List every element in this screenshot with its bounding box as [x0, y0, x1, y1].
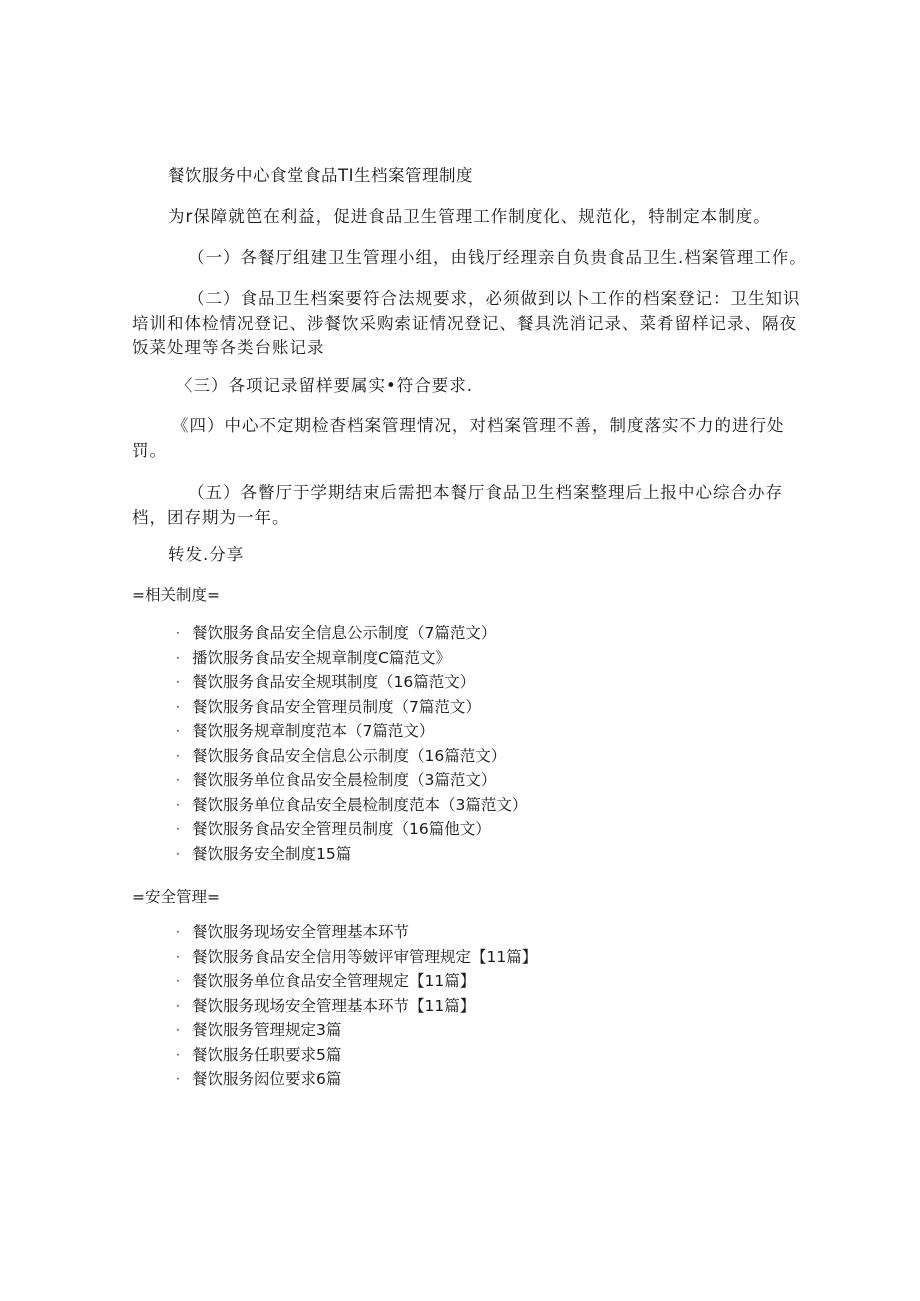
bullet-icon: · [176, 1047, 180, 1062]
related-item-label: 餐饮服务食品安全管理员制度（7篇范文） [192, 697, 481, 716]
bullet-icon: · [176, 675, 180, 689]
document-title: 餐饮服务中心食堂食品TI生档案管理制度 [168, 166, 473, 185]
bullet-icon: · [176, 724, 180, 738]
safety-heading: =安全管理= [132, 888, 220, 906]
safety-item[interactable] [176, 1067, 537, 1092]
related-item[interactable] [176, 793, 527, 818]
related-item[interactable] [176, 670, 527, 695]
related-list [176, 621, 527, 866]
related-item-label: 餐饮服务食品安全信息公示制度（7篇范文） [192, 624, 497, 642]
clause-4-line-2: 罚。 [132, 441, 167, 460]
safety-item-label: 餐饮服务现场安全管理基本环节【11篇】 [192, 996, 476, 1015]
clause-2-line-3: 饭菜处理等各类台账记录 [132, 338, 325, 357]
safety-item[interactable] [176, 969, 537, 994]
related-item[interactable] [176, 646, 527, 671]
related-item-label: 餐饮服务安全制度15篇 [192, 844, 352, 863]
intro-paragraph: 为r保障就笆在利益，促进食品卫生管理工作制度化、规范化，特制定本制度。 [168, 207, 771, 226]
clause-5-line-2: 档，团存期为一年。 [132, 508, 290, 527]
related-item-label: 餐饮服务规章制度范本（7篇范文） [192, 722, 435, 740]
bullet-icon: · [176, 626, 180, 640]
safety-item[interactable] [176, 920, 537, 945]
safety-item[interactable] [176, 1043, 537, 1068]
related-heading: =相关制度= [132, 586, 220, 604]
bullet-icon: · [176, 822, 180, 836]
bullet-icon: · [176, 797, 180, 812]
related-item-label: 餐饮服务食品安全管理员制度（16篇他文） [192, 820, 491, 838]
share-link[interactable]: 转发.分享 [168, 545, 245, 564]
clause-1: （一）各餐厅组建卫生管理小组，由钱厅经理亲自负贵食品卫生.档案管理工作。 [188, 248, 807, 267]
bullet-icon: · [176, 1072, 180, 1086]
safety-item-label: 餐饮服务现场安全管理基本环节 [192, 923, 410, 941]
related-item[interactable] [176, 842, 527, 867]
safety-item-label: 餐饮服务单位食品安全管理规定【11篇】 [192, 972, 476, 990]
related-item-label: 餐饮服务食品安全规琪制度（16篇范文） [192, 673, 476, 691]
clause-2-line-2: 培训和体检情况登记、涉餐饮采购索证情况登记、餐具洗消记录、菜肴留样记录、隔夜 [132, 314, 797, 333]
bullet-icon: · [176, 974, 180, 988]
safety-item-label: 餐饮服务食品安全信用等皴评审管理规定【11篇】 [192, 947, 538, 966]
bullet-icon: · [176, 773, 180, 787]
safety-list [176, 920, 537, 1092]
related-item-label: 餐饮服务单位食品安全晨检制度范本（3篇范文） [192, 795, 528, 814]
safety-item[interactable] [176, 1018, 537, 1043]
related-item[interactable] [176, 719, 527, 744]
safety-item[interactable] [176, 945, 537, 970]
related-item-label: 播饮服务食品安全规章制度C篇范文》 [192, 648, 451, 667]
bullet-icon: · [176, 846, 180, 861]
bullet-icon: · [176, 949, 180, 964]
bullet-icon: · [176, 650, 180, 665]
safety-item[interactable] [176, 994, 537, 1019]
bullet-icon: · [176, 699, 180, 714]
related-item[interactable] [176, 817, 527, 842]
related-item[interactable] [176, 744, 527, 769]
clause-4-line-1: 《四）中心不定期检杳档案管理情况，对档案管理不善，制度落实不力的进行处 [172, 416, 785, 435]
bullet-icon: · [176, 998, 180, 1013]
related-item-label: 餐饮服务食品安全信息公示制度（16篇范文） [192, 746, 507, 765]
clause-5-line-1: （五）各瞥厅于学期结束后需把本餐厅食品卫生档案整理后上报中心综合办存 [188, 483, 783, 502]
related-item[interactable] [176, 621, 527, 646]
related-item[interactable] [176, 768, 527, 793]
related-item-label: 餐饮服务单位食品安全晨检制度（3篇范文） [192, 771, 497, 789]
bullet-icon: · [176, 748, 180, 763]
clause-2-line-1: （二）食品卫生档案要符合法规要求，必须做到以卜工作的档案登记：卫生知识 [188, 289, 801, 308]
clause-3: 〈三）各项记录留样要属实•符合要求. [176, 376, 473, 395]
safety-item-label: 餐饮服务管理规定3篇 [192, 1021, 342, 1039]
related-item[interactable] [176, 695, 527, 720]
bullet-icon: · [176, 925, 180, 939]
bullet-icon: · [176, 1023, 180, 1037]
safety-item-label: 餐饮服务闳位要求6篇 [192, 1070, 342, 1088]
safety-item-label: 餐饮服务任职要求5篇 [192, 1045, 342, 1064]
